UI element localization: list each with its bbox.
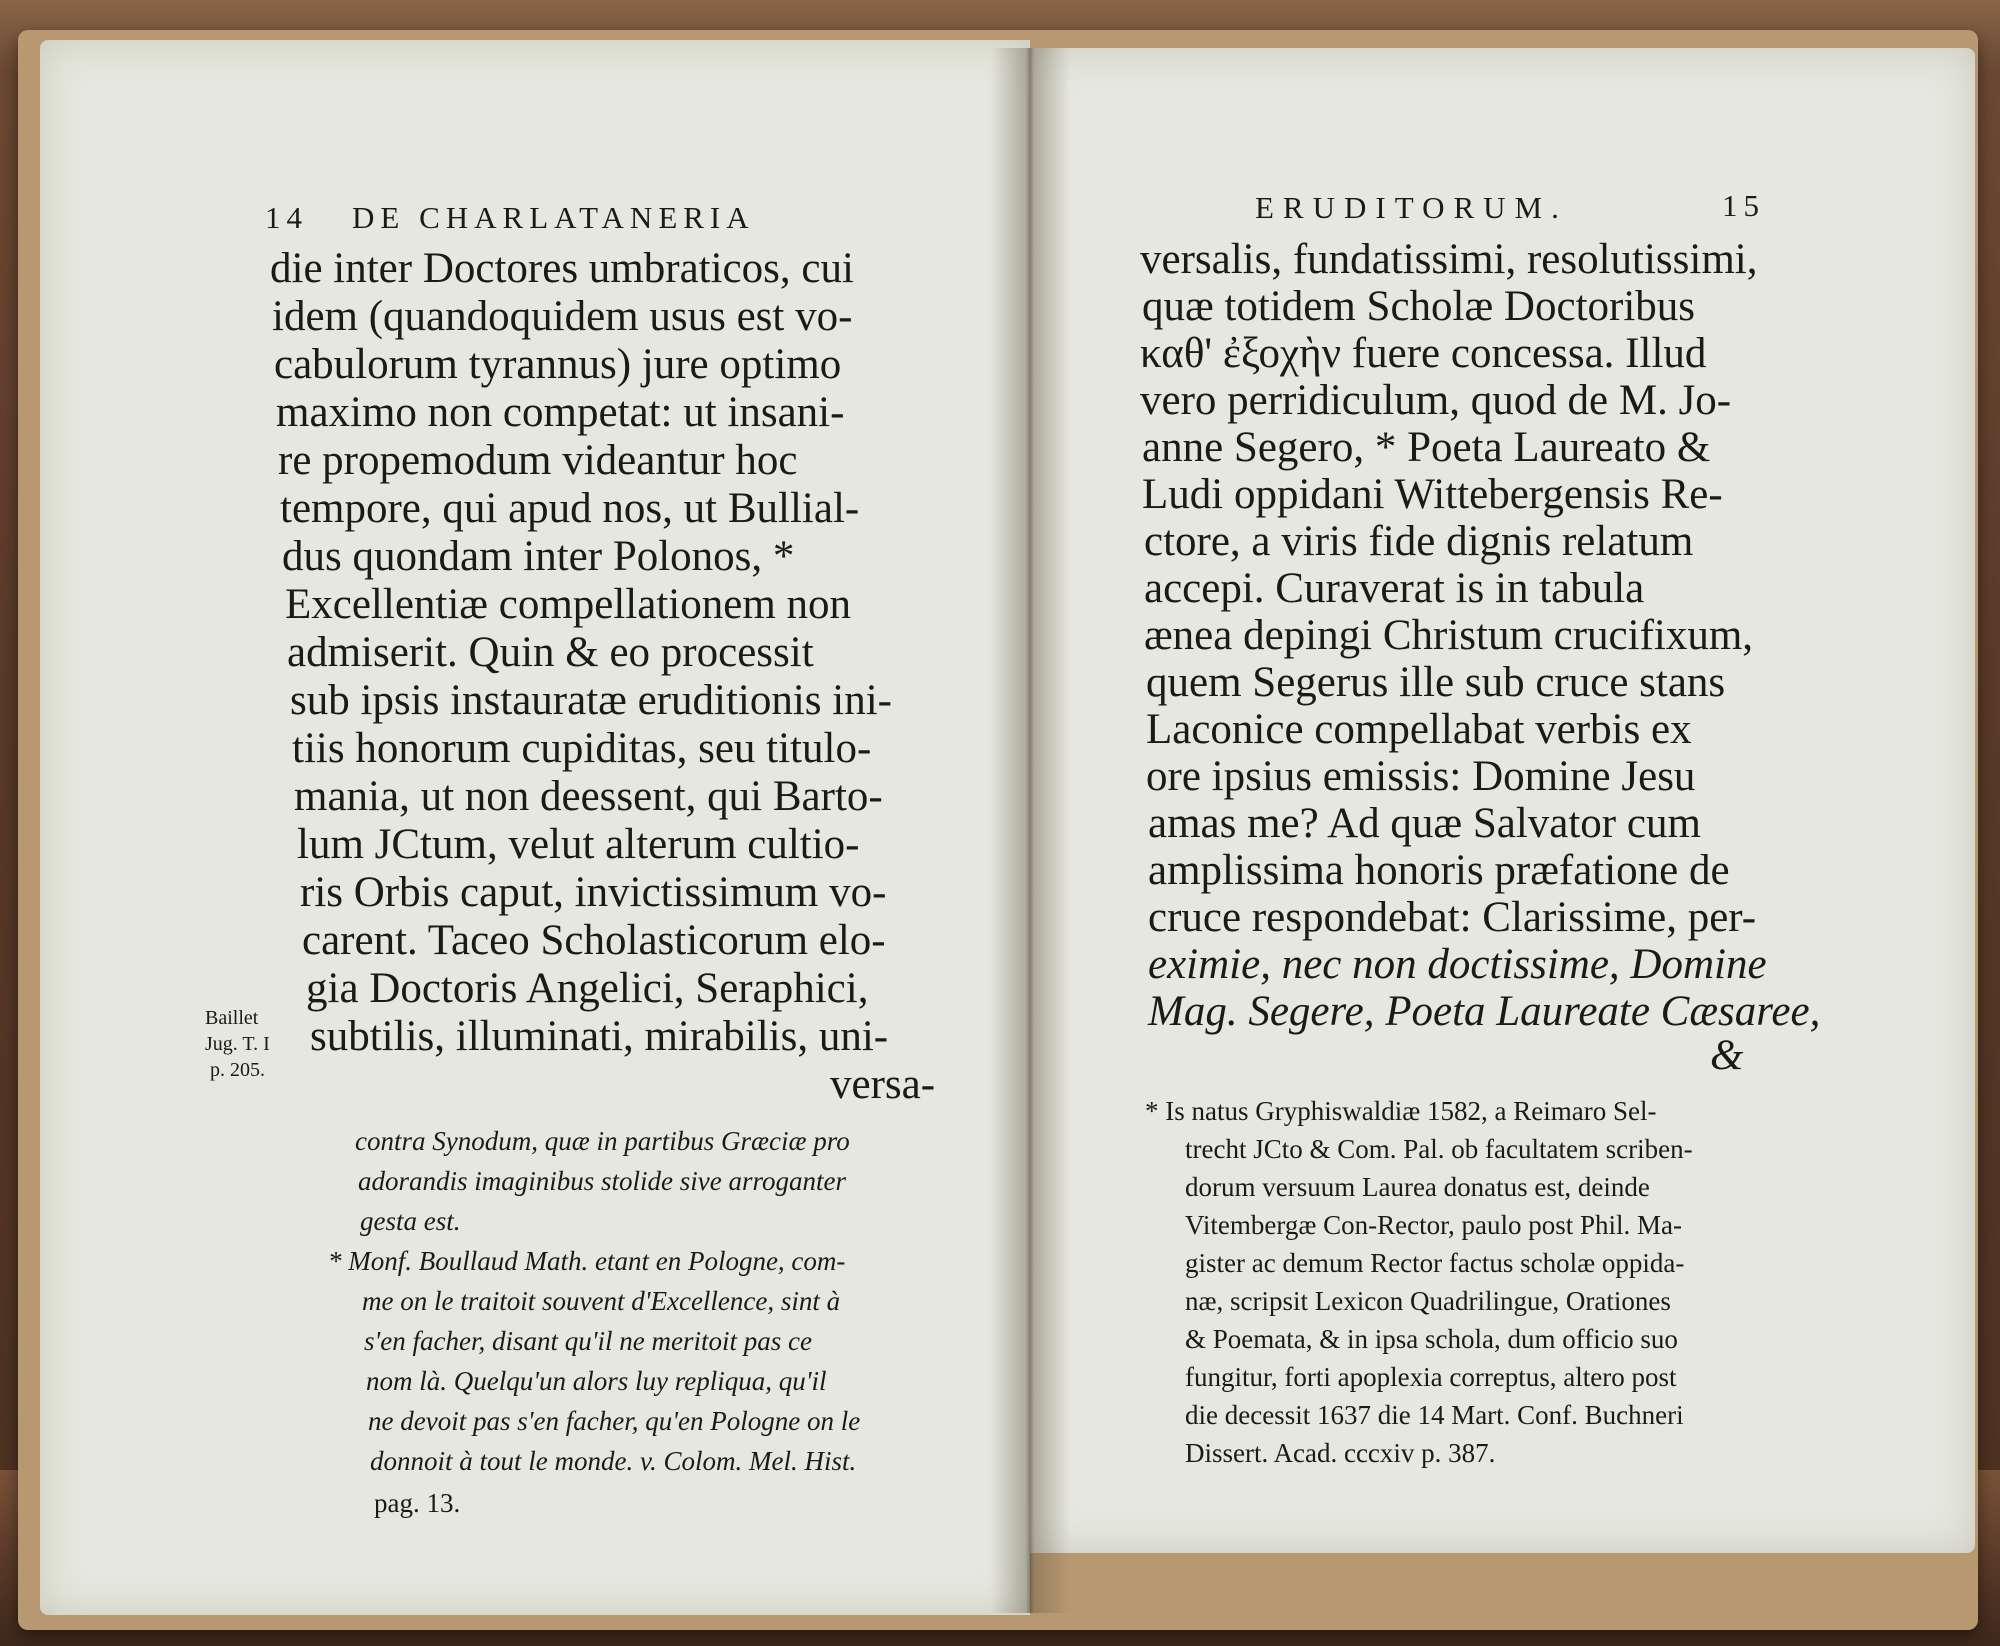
left-body-line: gia Doctoris Angelici, Seraphici, [306, 965, 869, 1012]
right-body-line: amas me? Ad quæ Salvator cum [1148, 800, 1701, 847]
left-body-line: sub ipsis instauratæ eruditionis ini- [290, 677, 892, 724]
right-body-line: quem Segerus ille sub cruce stans [1146, 659, 1726, 706]
right-body-line: versalis, fundatissimi, resolutissimi, [1140, 236, 1758, 283]
left-body-line: carent. Taceo Scholasticorum elo- [302, 917, 886, 964]
right-body-line: ænea depingi Christum crucifixum, [1144, 612, 1754, 659]
right-body-line: ctore, a viris fide dignis relatum [1144, 518, 1694, 565]
margin-note-line: Jug. T. I [205, 1033, 270, 1055]
right-body-line: vero perridiculum, quod de M. Jo- [1140, 377, 1732, 424]
right-footnote-line: gister ac demum Rector factus scholæ oppida- [1185, 1248, 1685, 1278]
left-page-number: 14 [265, 200, 308, 235]
book-gutter [990, 48, 1070, 1613]
right-footnote-line: Dissert. Acad. cccxiv p. 387. [1185, 1438, 1496, 1468]
left-body-line: Excellentiæ compellationem non [285, 581, 852, 628]
right-body-line: anne Segero, * Poeta Laureato & [1142, 424, 1711, 471]
right-footnote-line: die decessit 1637 die 14 Mart. Conf. Buchneri [1185, 1400, 1684, 1430]
left-footnote-line: gesta est. [360, 1206, 461, 1236]
left-body-line: maximo non competat: ut insani- [276, 389, 845, 436]
left-body-line: tempore, qui apud nos, ut Bullial- [280, 485, 860, 532]
left-footnote-line: adorandis imaginibus stolide sive arroganter [358, 1166, 847, 1196]
left-body-line: tiis honorum cupiditas, seu titulo- [292, 725, 872, 772]
left-footnote-line: me on le traitoit souvent d'Excellence, sint à [362, 1286, 841, 1316]
left-body-line: die inter Doctores umbraticos, cui [270, 245, 854, 292]
left-footnote-line: s'en facher, disant qu'il ne meritoit pas ce [364, 1326, 812, 1356]
left-footnote-line: nom là. Quelqu'un alors luy repliqua, qu'il [366, 1366, 827, 1396]
left-footnote-line: contra Synodum, quæ in partibus Græciæ pro [355, 1126, 850, 1156]
right-body-line: accepi. Curaverat is in tabula [1144, 565, 1645, 612]
right-footnote-line: næ, scripsit Lexicon Quadrilingue, Orationes [1185, 1286, 1671, 1316]
margin-note-line: Baillet [205, 1007, 259, 1029]
right-body-line: ore ipsius emissis: Domine Jesu [1146, 753, 1696, 800]
left-running-head: DE CHARLATANERIA [352, 200, 755, 235]
right-footnote-line: dorum versuum Laurea donatus est, deinde [1185, 1172, 1650, 1202]
right-body-line: cruce respondebat: Clarissime, per- [1148, 894, 1757, 941]
right-body-line: Mag. Segere, Poeta Laureate Cæsaree, [1148, 988, 1821, 1035]
right-body-line: καθ' ἐξοχὴν fuere concessa. Illud [1140, 330, 1707, 377]
left-footnote-line: ne devoit pas s'en facher, qu'en Pologne on le [368, 1406, 861, 1436]
left-body-line: lum JCtum, velut alterum cultio- [297, 821, 860, 868]
right-running-head: ERUDITORUM. [1255, 190, 1568, 225]
left-catchword: versa- [830, 1061, 936, 1108]
left-body-line: cabulorum tyrannus) jure optimo [274, 341, 842, 388]
right-body-line: amplissima honoris præfatione de [1148, 847, 1730, 894]
right-footnote-line: trecht JCto & Com. Pal. ob facultatem scriben- [1185, 1134, 1693, 1164]
left-footnote-line: pag. 13. [374, 1488, 461, 1518]
left-body-line: dus quondam inter Polonos, * [282, 533, 795, 580]
right-footnote-line: & Poemata, & in ipsa schola, dum officio suo [1185, 1324, 1678, 1354]
right-body-line: eximie, nec non doctissime, Domine [1148, 941, 1767, 988]
left-body-line: admiserit. Quin & eo processit [287, 629, 814, 676]
right-catchword: & [1710, 1032, 1744, 1079]
right-footnote-line: Vitembergæ Con-Rector, paulo post Phil. Ma- [1185, 1210, 1682, 1240]
right-body-line: Ludi oppidani Wittebergensis Re- [1142, 471, 1723, 518]
margin-note-line: p. 205. [210, 1059, 265, 1081]
right-page-number: 15 [1722, 188, 1765, 223]
right-footnote-line: * Is natus Gryphiswaldiæ 1582, a Reimaro Sel- [1145, 1096, 1657, 1126]
right-body-line: Laconice compellabat verbis ex [1146, 706, 1692, 753]
left-body-line: re propemodum videantur hoc [278, 437, 798, 484]
left-footnote-line: * Monf. Boullaud Math. etant en Pologne, com- [328, 1246, 846, 1276]
left-body-line: mania, ut non deessent, qui Barto- [294, 773, 883, 820]
left-body-line: idem (quandoquidem usus est vo- [272, 293, 853, 340]
left-footnote-line: donnoit à tout le monde. v. Colom. Mel. Hist. [370, 1446, 857, 1476]
right-body-line: quæ totidem Scholæ Doctoribus [1142, 283, 1696, 330]
right-footnote-line: fungitur, forti apoplexia correptus, altero post [1185, 1362, 1677, 1392]
left-body-line: ris Orbis caput, invictissimum vo- [300, 869, 887, 916]
left-body-line: subtilis, illuminati, mirabilis, uni- [310, 1013, 889, 1060]
